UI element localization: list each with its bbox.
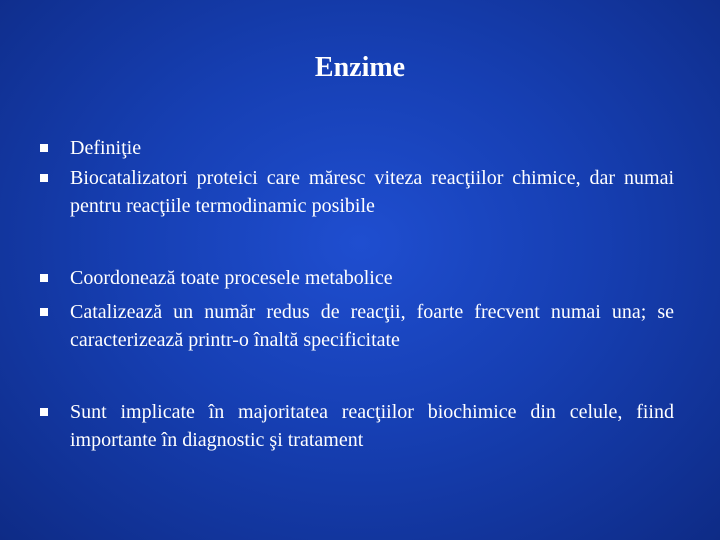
square-bullet-icon (40, 274, 48, 282)
bullet-text: Coordonează toate procesele metabolice (70, 267, 393, 289)
bullet-text: Catalizează un număr redus de reacţii, foarte frecvent numai una; se caracterizează printr-o înaltă specificitate (70, 301, 674, 351)
square-bullet-icon (40, 144, 48, 152)
square-bullet-icon (40, 408, 48, 416)
bullet-text: Definiţie (70, 137, 142, 159)
square-bullet-icon (40, 308, 48, 316)
bullet-text: Sunt implicate în majoritatea reacţiilor biochimice din celule, fiind importante în diagnostic şi tratament (70, 401, 674, 451)
bullet-text: Biocatalizatori proteici care măresc viteza reacţiilor chimice, dar numai pentru reacţiile termodinamic posibile (70, 167, 674, 217)
square-bullet-icon (40, 174, 48, 182)
slide-title: Enzime (314, 52, 406, 83)
